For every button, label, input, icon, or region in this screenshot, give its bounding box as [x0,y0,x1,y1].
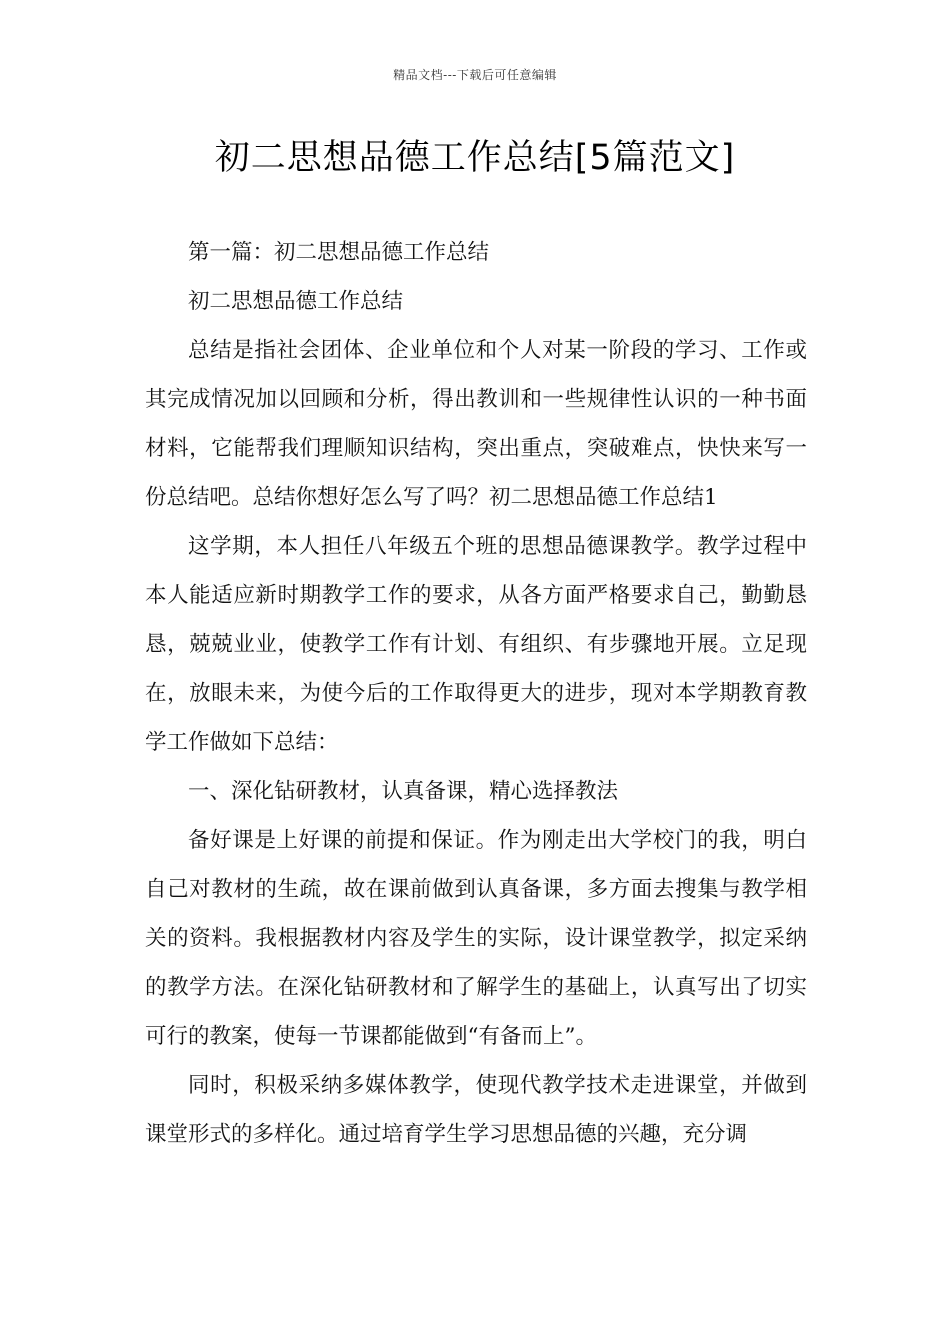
section-heading: 一、深化钻研教材，认真备课，精心选择教法 [188,779,619,804]
section-heading: 第一篇：初二思想品德工作总结 [188,240,490,265]
document-title: 初二思想品德工作总结[5篇范文] [214,138,736,178]
paragraph: 备好课是上好课的前提和保证。作为刚走出大学校门的我，明白自己对教材的生疏，故在课前做到认真备课，多方面去搜集与教学相关的资料。我根据教材内容及学生的实际，设计课堂教学，拟定采纳的教学方法。在深化钻研教材和了解学生的基础上，认真写出了切实可行的教案，使每一节课都能做到“有备而上”。 [145,828,807,1049]
paragraph: 这学期，本人担任八年级五个班的思想品德课教学。教学过程中本人能适应新时期教学工作的要求，从各方面严格要求自己，勤勤恳恳，兢兢业业，使教学工作有计划、有组织、有步骤地开展。立足现在，放眼未来，为使今后的工作取得更大的进步，现对本学期教育教学工作做如下总结： [145,534,807,755]
paragraph: 总结是指社会团体、企业单位和个人对某一阶段的学习、工作或其完成情况加以回顾和分析，得出教训和一些规律性认识的一种书面材料，它能帮我们理顺知识结构，突出重点，突破难点，快快来写一份总结吧。总结你想好怎么写了吗？初二思想品德工作总结1 [145,338,807,510]
subheading: 初二思想品德工作总结 [188,289,404,314]
paragraph: 同时，积极采纳多媒体教学，使现代教学技术走进课堂，并做到课堂形式的多样化。通过培育学生学习思想品德的兴趣，充分调 [145,1073,807,1147]
header-note: 精品文档---下载后可任意编辑 [393,68,557,82]
document-body [145,228,807,1159]
